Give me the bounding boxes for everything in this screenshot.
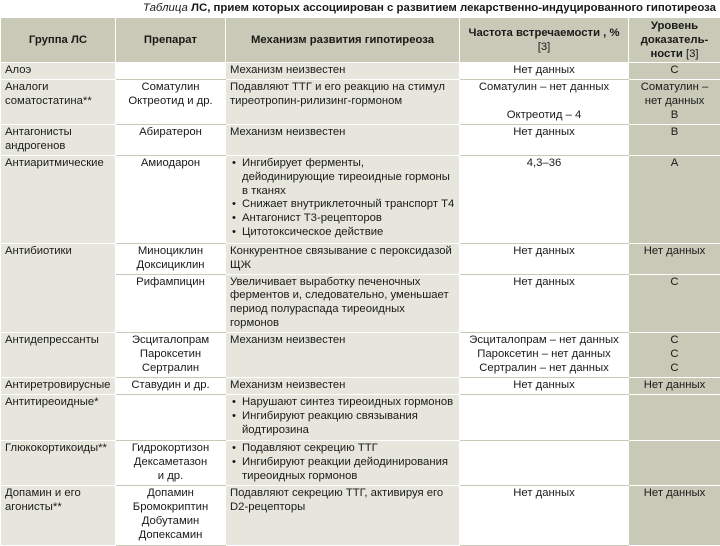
group-cell: Антитиреоидные* [1,395,116,441]
header-evidence-text: Уровень доказатель-ности [641,20,709,60]
mechanism-item: • Антагонист Т3-рецепторов [230,212,455,226]
frequency-cell: 4,3–36 [460,155,629,243]
evidence-value: С [633,334,716,348]
group-cell: Антибиотики [1,243,116,332]
drug-name: Пароксетин [120,348,221,362]
evidence-cell [629,79,720,124]
drug-cell: Амиодарон [116,155,226,243]
caption-title: ЛС, прием которых ассоциирован с развитием лекарственно-индуцированного гипотиреоза [191,2,716,14]
group-cell: Антиретровирусные [1,378,116,395]
mechanism-cell: Увеличивает выработку печеночных ферментов и, следовательно, уменьшает период полураспада тиреоидных гормонов [226,274,460,333]
evidence-value: В [633,109,716,123]
table-row [1,441,720,486]
frequency-cell: Нет данных [460,378,629,395]
mechanism-item: • Нарушают синтез тиреоидных гормонов [230,396,455,410]
mechanism-cell [226,395,460,441]
table-row [1,124,720,155]
drug-cell [116,486,226,546]
evidence-value: С [633,362,716,376]
group-cell: Аналоги соматостатина** [1,79,116,124]
evidence-cell [629,441,720,486]
group-cell: Алоэ [1,63,116,80]
frequency-cell: Нет данных [460,274,629,333]
mechanism-item: • Ингибируют реакцию связывания йодтирозина [230,410,455,438]
drug-name: Гидрокортизон [120,442,221,456]
evidence-cell: Нет данных [629,378,720,395]
drug-cell [116,63,226,80]
drug-cell [116,333,226,378]
drug-name: Октреотид и др. [120,95,221,109]
frequency-cell [460,333,629,378]
group-cell: Допамин и его агонисты** [1,486,116,546]
drug-name: Добутамин [120,515,221,529]
header-evidence-ref: [3] [686,48,699,60]
evidence-cell: С [629,63,720,80]
header-mechanism: Механизм развития гипотиреоза [226,18,460,63]
evidence-cell [629,395,720,441]
evidence-value: Соматулин – нет данных [633,81,716,109]
frequency-cell [460,395,629,441]
table-row [1,155,720,243]
evidence-cell: А [629,155,720,243]
drug-table [0,17,720,546]
mechanism-item: • Подавляют секрецию ТТГ [230,442,455,456]
header-frequency-ref: [3] [538,41,551,53]
evidence-cell: С [629,274,720,333]
drug-cell [116,395,226,441]
frequency-cell: Нет данных [460,124,629,155]
caption-lead: Таблица [143,2,188,14]
header-frequency-text: Частота встречаемости , % [469,27,620,39]
mechanism-list [230,442,455,484]
drug-name: Соматулин [120,81,221,95]
mechanism-cell: Механизм неизвестен [226,333,460,378]
drug-name: Доксициклин [120,259,221,273]
drug-cell [116,441,226,486]
drug-cell: Рифампицин [116,274,226,333]
drug-name: Допамин [120,487,221,501]
table-row [1,63,720,80]
table-row [1,333,720,378]
drug-name: Дексаметазон [120,456,221,470]
group-cell: Антиаритмические [1,155,116,243]
table-row [1,486,720,546]
mechanism-cell: Механизм неизвестен [226,378,460,395]
drug-name: Эсциталопрам [120,334,221,348]
drug-cell [116,79,226,124]
drug-name: и др. [120,470,221,484]
drug-name: Бромокриптин [120,501,221,515]
drug-cell [116,243,226,274]
table-header-row [1,18,720,63]
frequency-cell: Нет данных [460,243,629,274]
frequency-value: Пароксетин – нет данных [464,348,624,362]
drug-cell: Абиратерон [116,124,226,155]
mechanism-cell: Подавляют ТТГ и его реакцию на стимул тиреотропин-рилизинг-гормоном [226,79,460,124]
group-cell: Антидепрессанты [1,333,116,378]
table-caption [0,0,720,17]
frequency-cell: Нет данных [460,63,629,80]
frequency-value: Эсциталопрам – нет данных [464,334,624,348]
group-cell: Антагонисты андрогенов [1,124,116,155]
header-evidence [629,18,720,63]
frequency-cell [460,79,629,124]
drug-name: Миноциклин [120,245,221,259]
evidence-cell [629,333,720,378]
evidence-value: С [633,348,716,362]
mechanism-cell: Подавляют секрецию ТТГ, активируя его D2-рецепторы [226,486,460,546]
mechanism-item: • Снижает внутриклеточный транспорт Т4 [230,198,455,212]
mechanism-cell [226,155,460,243]
table-row [1,243,720,274]
frequency-cell [460,441,629,486]
table-row [1,79,720,124]
mechanism-cell: Механизм неизвестен [226,124,460,155]
header-group: Группа ЛС [1,18,116,63]
frequency-spacer [464,95,624,109]
drug-cell: Ставудин и др. [116,378,226,395]
evidence-cell: В [629,124,720,155]
evidence-cell: Нет данных [629,243,720,274]
group-cell: Глюкокортикоиды** [1,441,116,486]
frequency-cell: Нет данных [460,486,629,546]
mechanism-cell: Конкурентное связывание с пероксидазой ЩЖ [226,243,460,274]
mechanism-cell [226,441,460,486]
header-drug: Препарат [116,18,226,63]
evidence-cell: Нет данных [629,486,720,546]
table-row [1,378,720,395]
drug-name: Допексамин [120,529,221,543]
frequency-value: Октреотид – 4 [464,109,624,123]
mechanism-item: • Цитотоксическое действие [230,226,455,240]
mechanism-item: • Ингибируют реакции дейодинирования тиреоидных гормонов [230,456,455,484]
mechanism-list [230,396,455,438]
frequency-value: Сертралин – нет данных [464,362,624,376]
mechanism-cell: Механизм неизвестен [226,63,460,80]
table-row [1,395,720,441]
drug-name: Сертралин [120,362,221,376]
mechanism-item: • Ингибирует ферменты, дейодинирующие тиреоидные гормоны в тканях [230,157,455,199]
header-frequency [460,18,629,63]
frequency-value: Соматулин – нет данных [464,81,624,95]
mechanism-list [230,157,455,240]
